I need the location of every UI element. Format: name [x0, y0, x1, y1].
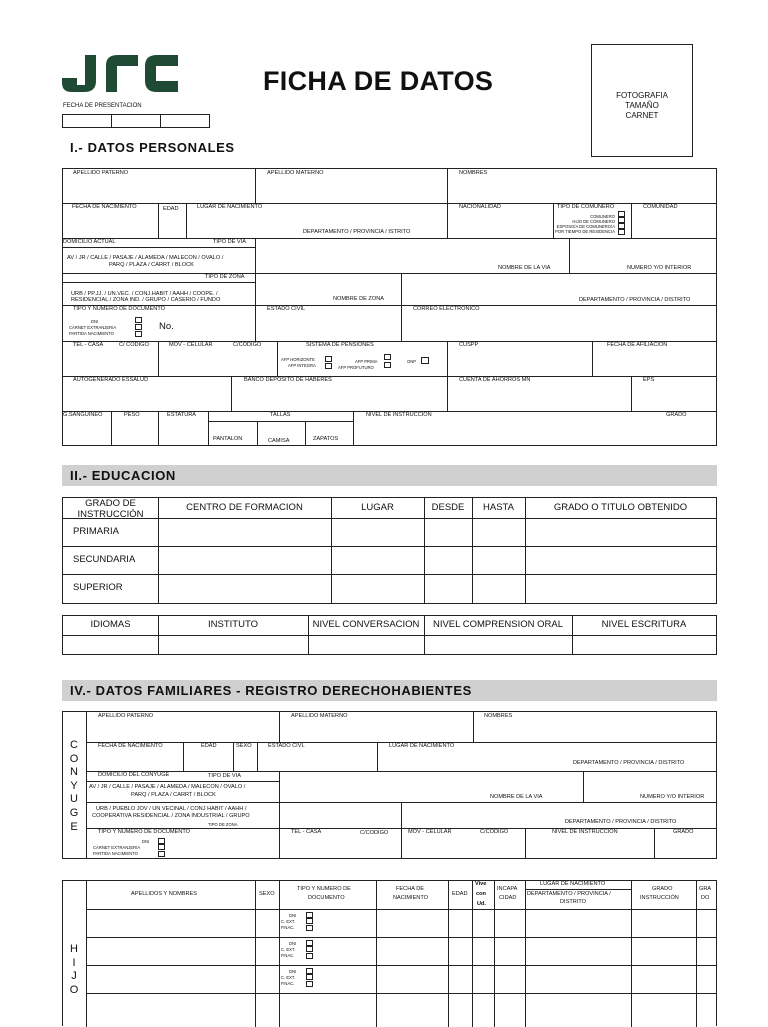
partida-checkbox[interactable]: [135, 331, 142, 337]
numero-interior-label: NUMERO Y/O INTERIOR: [627, 265, 692, 271]
edu-header-titulo: GRADO O TITULO OBTENIDO: [553, 502, 688, 513]
education-table: [62, 497, 717, 604]
onp-checkbox[interactable]: [421, 357, 429, 364]
residencia-checkbox[interactable]: [618, 229, 625, 235]
tipo-comunero-label: TIPO DE COMUNERO: [557, 204, 615, 210]
photo-box: [591, 44, 693, 157]
h-depto-label-1: DEPARTAMENTO / PROVINCIA /: [527, 891, 611, 897]
correo-label: CORREO ELECTRONICO: [413, 306, 480, 312]
comunero-opt-4: POR TIEMPO DE RESIDENCIA: [555, 229, 615, 234]
domicilio-actual-label: DOMICILIO ACTUAL: [63, 239, 116, 245]
c-partida-checkbox[interactable]: [158, 851, 165, 857]
afp-profuturo-checkbox[interactable]: [384, 362, 391, 368]
personal-data-form: [62, 168, 717, 446]
estatura-label: ESTATURA: [167, 412, 197, 418]
afp-integra-checkbox[interactable]: [325, 363, 332, 369]
h-vive-label-1: Vive: [475, 881, 487, 887]
c-tipo-zona-label: TIPO DE ZONA: [208, 822, 238, 827]
h-vive-label-2: con: [476, 891, 486, 897]
g-sanguineo-label: G.SANGUINEO: [63, 412, 103, 418]
afp-horizonte-label: AFP HORIZONTE: [281, 357, 315, 362]
tallas-label: TALLAS: [270, 412, 291, 418]
onp-label: ONP: [407, 359, 417, 364]
h-grado-instr-label-2: INSTRUCCIÓN: [640, 895, 679, 901]
section-2-title: II.- EDUCACION: [70, 468, 176, 483]
lang-header-idiomas: IDIOMAS: [90, 619, 131, 630]
section-2-band: [62, 465, 717, 486]
section-4-band: [62, 680, 717, 701]
h3-doc-ce: C. EXT.: [281, 975, 296, 980]
c-departamento2-label: DEPARTAMENTO / PROVINCIA / DISTRITO: [565, 819, 677, 825]
c-nombres-label: NOMBRES: [484, 713, 513, 719]
tipo-documento-label: TIPO Y NUMERO DE DOCUMENTO: [73, 306, 165, 312]
lang-header-instituto: INSTITUTO: [208, 619, 258, 630]
fecha-presentacion-label: FECHA DE PRESENTACION: [63, 103, 142, 109]
hijos-table: [62, 880, 717, 1026]
edu-header-hasta: HASTA: [483, 502, 514, 513]
c-via-opts-2: PARQ / PLAZA / CARRT / BLOCK: [131, 792, 216, 798]
fecha-year-field[interactable]: [160, 114, 210, 128]
doc-opt-pn: PARTIDA NACIMIENTO: [69, 331, 114, 336]
h3-doc-pn: P.NAC.: [281, 981, 295, 986]
h3-pn-checkbox[interactable]: [306, 981, 313, 987]
apellido-paterno-label: APELLIDO PATERNO: [73, 170, 129, 176]
eps-label: EPS: [643, 377, 655, 383]
c-via-opts-1: AV / JR / CALLE / PASAJE / ALAMEDA / MALECON / OVALO /: [89, 784, 246, 790]
photo-label-2: TAMAÑO: [625, 101, 659, 110]
c-fecha-nacimiento-label: FECHA DE NACIMIENTO: [98, 743, 163, 749]
edu-row-primaria: PRIMARIA: [73, 526, 119, 537]
estado-civil-label: ESTADO CIVIL: [267, 306, 306, 312]
c-zona-opts-1: URB / PUEBLO JOV / UN VECINAL / CONJ HABIT / AAHH /: [96, 806, 247, 812]
h-sexo-label: SEXO: [259, 891, 275, 897]
c-grado-label: GRADO: [673, 829, 694, 835]
c-departamento-label: DEPARTAMENTO / PROVINCIA / DISTRITO: [573, 760, 685, 766]
zona-opts-1: URB / PP.JJ. / UN.VEC. / CONJ.HABIT / AAHH / COOPE. /: [71, 291, 218, 297]
dni-checkbox[interactable]: [135, 317, 142, 323]
h-apellidos-label: APELLIDOS Y NOMBRES: [131, 891, 198, 897]
via-opts-1: AV / JR / CALLE / PASAJE / ALAMEDA / MALECON / OVALO /: [67, 255, 224, 261]
departamento-distrito-label: DEPARTAMENTO / PROVINCIA / DISTRITO: [579, 297, 691, 303]
cuenta-label: CUENTA DE AHORROS MN: [459, 377, 531, 383]
h2-doc-dni: DNI: [289, 941, 297, 946]
h-incap-label-1: INCAPA: [497, 886, 518, 892]
c-codigo2-label: C/CODIGO: [233, 342, 262, 348]
nombre-zona-label: NOMBRE DE ZONA: [333, 296, 384, 302]
nombres-label: NOMBRES: [459, 170, 488, 176]
carnet-ext-checkbox[interactable]: [135, 324, 142, 330]
h-tipo-doc-label-2: DOCUMENTO: [308, 895, 345, 901]
numero-label: No.: [159, 321, 174, 332]
lang-header-comprension: NIVEL COMPRENSION ORAL: [432, 619, 564, 630]
apellido-materno-label: APELLIDO MATERNO: [267, 170, 324, 176]
h-fecha-label-1: FECHA DE: [396, 886, 424, 892]
afp-profuturo-label: AFP PROFUTURO: [338, 365, 374, 370]
h2-doc-pn: P.NAC.: [281, 953, 295, 958]
pantalon-label: PANTALON: [213, 436, 243, 442]
peso-label: PESO: [124, 412, 140, 418]
fecha-afiliacion-label: FECHA DE AFILIACION: [607, 342, 668, 348]
c-tipo-via-label: TIPO DE VIA: [208, 773, 241, 779]
c-tel-casa-label: TEL - CASA: [291, 829, 322, 835]
h-incap-label-2: CIDAD: [499, 895, 517, 901]
nombre-via-label: NOMBRE DE LA VIA: [498, 265, 551, 271]
comunidad-label: COMUNIDAD: [643, 204, 678, 210]
edu-header-desde: DESDE: [431, 502, 465, 513]
c-domicilio-label: DOMICILIO DEL CONYUGE: [98, 772, 170, 778]
h1-doc-dni: DNI: [289, 913, 297, 918]
c-codigo-label: C/ CODIGO: [119, 342, 149, 348]
c-nombre-via-label: NOMBRE DE LA VIA: [490, 794, 543, 800]
banco-label: BANCO DEPOSITO DE HABERES: [244, 377, 332, 383]
section-1-title: I.- DATOS PERSONALES: [70, 140, 235, 155]
h-depto-label-2: DISTRITO: [560, 899, 587, 905]
edad-label: EDAD: [163, 206, 179, 212]
c-lugar-nacimiento-label: LUGAR DE NACIMIENTO: [389, 743, 455, 749]
afp-horizonte-checkbox[interactable]: [325, 356, 332, 362]
fecha-day-field[interactable]: [62, 114, 112, 128]
c-carnet-ext-checkbox[interactable]: [158, 844, 165, 850]
c-c-codigo-label: C/CODIGO: [360, 830, 389, 836]
departamento-label: DEPARTAMENTO / PROVINCIA / ISTRITO: [303, 229, 411, 235]
comunero-opt-3: ESPOSO/A DE COMUNERO/A: [556, 224, 615, 229]
doc-opt-ce: CARNET EXTRANJERIA: [69, 325, 117, 330]
edu-row-secundaria: SECUNDARIA: [73, 554, 136, 565]
conyuge-vertical-label: C O N Y U G E: [69, 739, 79, 833]
fecha-month-field[interactable]: [111, 114, 161, 128]
h2-ce-checkbox[interactable]: [306, 946, 313, 952]
c-doc-opt-ce: CARNET EXTRANJERIA: [93, 845, 141, 850]
section-4-title: IV.- DATOS FAMILIARES - REGISTRO DERECHOHABIENTES: [70, 683, 472, 698]
zona-opts-2: RESIDENCIAL / ZONA IND. / GRUPO / CASERIO / FUNDO: [71, 297, 221, 303]
c-doc-opt-dni: DNI: [142, 839, 150, 844]
h-grado-instr-label-1: GRADO: [652, 886, 673, 892]
page-title: FICHA DE DATOS: [263, 66, 494, 96]
h1-doc-pn: P.NAC.: [281, 925, 295, 930]
c-nivel-instruccion-label: NIVEL DE INSTRUCCION: [552, 829, 618, 835]
h1-ce-checkbox[interactable]: [306, 918, 313, 924]
nivel-instruccion-label: NIVEL DE INSTRUCCIÓN: [366, 412, 432, 418]
photo-label-3: CARNET: [625, 111, 659, 120]
c-c-codigo2-label: C/CODIGO: [480, 829, 509, 835]
c-mov-celular-label: MOV - CELULAR: [408, 829, 452, 835]
h-fecha-label-2: NACIMIENTO: [393, 895, 429, 901]
h-tipo-doc-label-1: TIPO Y NUMERO DE: [297, 886, 351, 892]
comunero-opt-2: HIJO DE COMUNERO: [572, 219, 615, 224]
comunero-opt-1: COMUNERO: [590, 214, 615, 219]
lang-header-conversacion: NIVEL CONVERSACION: [312, 619, 420, 630]
c-apellido-materno-label: APELLIDO MATERNO: [291, 713, 348, 719]
hijo-vertical-label: H I J O: [69, 943, 79, 996]
sistema-pensiones-label: SISTEMA DE PENSIONES: [306, 342, 374, 348]
autogenerado-label: AUTOGENERADO ESSALUD: [73, 377, 149, 383]
h3-ce-checkbox[interactable]: [306, 974, 313, 980]
doc-opt-dni: DNI: [91, 319, 99, 324]
camisa-label: CAMISA: [268, 438, 290, 444]
c-numero-interior-label: NUMERO Y/O INTERIOR: [640, 794, 705, 800]
c-tipo-documento-label: TIPO Y NUMERO DE DOCUMENTO: [98, 829, 190, 835]
lang-header-escritura: NIVEL ESCRITURA: [601, 619, 687, 630]
cuspp-label: CUSPP: [459, 342, 479, 348]
h1-pn-checkbox[interactable]: [306, 925, 313, 931]
h-lugar-label: LUGAR DE NACIMIENTO: [540, 881, 606, 887]
edu-header-lugar: LUGAR: [361, 502, 394, 513]
edu-row-superior: SUPERIOR: [73, 582, 123, 593]
h-edad-label: EDAD: [452, 891, 468, 897]
h-grado-label-2: DO: [701, 895, 710, 901]
c-estado-civil-label: ESTADO CIVL: [268, 743, 305, 749]
h2-doc-ce: C. EXT.: [281, 947, 296, 952]
edu-header-grado: GRADO DE INSTRUCCIÓN: [77, 498, 144, 520]
via-opts-2: PARQ / PLAZA / CARRT / BLOCK: [109, 262, 194, 268]
c-edad-label: EDAD: [201, 743, 217, 749]
c-zona-opts-2: COOPERATIVA RESIDENCIAL / ZONA INDUSTRIAL / GRUPO: [92, 813, 250, 819]
afp-prima-label: AFP PRIMA: [355, 359, 378, 364]
afp-prima-checkbox[interactable]: [384, 354, 391, 360]
conyuge-form: [62, 711, 717, 859]
fecha-nacimiento-label: FECHA DE NACIMIENTO: [72, 204, 137, 210]
tipo-via-label: TIPO DE VIA: [213, 239, 246, 245]
photo-label-1: FOTOGRAFIA: [616, 91, 668, 100]
c-doc-opt-pn: PARTIDA NACIMIENTO: [93, 851, 138, 856]
afp-integra-label: AFP INTEGRA: [288, 363, 316, 368]
h-grado-label-1: GRA: [699, 886, 712, 892]
mov-celular-label: MOV - CELULAR: [169, 342, 213, 348]
h2-pn-checkbox[interactable]: [306, 953, 313, 959]
h3-doc-dni: DNI: [289, 969, 297, 974]
c-apellido-paterno-label: APELLIDO PATERNO: [98, 713, 154, 719]
grado-label: GRADO: [666, 412, 687, 418]
tipo-zona-label: TIPO DE ZONA: [205, 274, 245, 280]
h-vive-label-3: Ud.: [477, 901, 487, 907]
h1-doc-ce: C. EXT.: [281, 919, 296, 924]
tel-casa-label: TEL - CASA: [73, 342, 104, 348]
company-logo: [62, 55, 178, 93]
zapatos-label: ZAPATOS: [313, 436, 339, 442]
lugar-nacimiento-label: LUGAR DE NACIMIENTO: [197, 204, 263, 210]
nacionalidad-label: NACIONALIDAD: [459, 204, 501, 210]
c-sexo-label: SEXO: [236, 743, 252, 749]
languages-table: [62, 615, 717, 655]
edu-header-centro: CENTRO DE FORMACION: [186, 502, 303, 513]
